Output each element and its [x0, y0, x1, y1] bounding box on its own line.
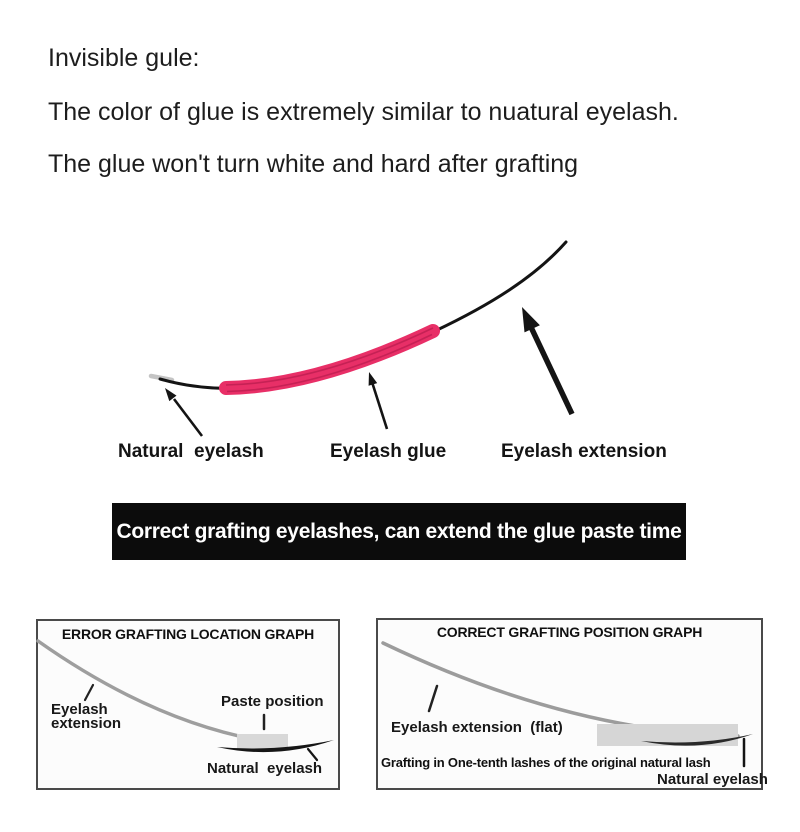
main-eyelash-diagram — [151, 242, 572, 436]
natural-eyelash-arrow-icon — [165, 388, 202, 436]
natural-eyelash-tip — [151, 376, 172, 380]
error-label-paste-position: Paste position — [221, 693, 324, 710]
heading-glue-wont-turn-white: The glue won't turn white and hard after grafting — [48, 150, 579, 178]
heading-glue-color: The color of glue is extremely similar to nuatural eyelash. — [48, 98, 679, 126]
glue-stripe-top — [226, 328, 433, 385]
banner — [112, 503, 686, 560]
eyelash-extension-arrow-icon — [522, 307, 572, 414]
heading-invisible-glue: Invisible gule: — [48, 44, 200, 72]
error-label-natural-eyelash: Natural eyelash — [207, 760, 323, 777]
error-label-eyelash-extension: Eyelash extension — [51, 701, 122, 732]
diagram-label-natural-eyelash: Natural eyelash — [118, 441, 264, 462]
eyelash-curve — [160, 242, 566, 388]
correct-graph-title: CORRECT GRAFTING POSITION GRAPH — [436, 624, 703, 640]
diagram-label-eyelash-extension: Eyelash extension — [501, 441, 667, 462]
correct-label-natural-eyelash: Natural eyelash — [657, 771, 768, 788]
eyelash-glue-segment — [226, 331, 433, 388]
banner-text: Correct grafting eyelashes, can extend the glue paste time — [116, 519, 682, 543]
correct-label-eyelash-extension-flat: Eyelash extension (flat) — [391, 719, 563, 736]
eyelash-glue-arrow-icon — [369, 372, 387, 429]
correct-label-grafting-note: Grafting in One-tenth lashes of the original natural lash — [381, 755, 711, 770]
diagram-label-eyelash-glue: Eyelash glue — [330, 441, 447, 462]
glue-stripe-bottom — [227, 335, 432, 392]
error-graph-title: ERROR GRAFTING LOCATION GRAPH — [61, 626, 315, 642]
